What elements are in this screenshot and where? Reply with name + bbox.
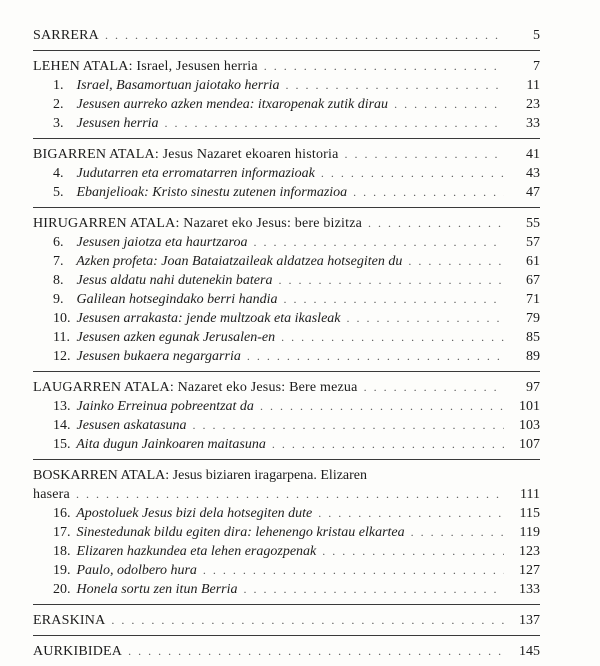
- toc-item[interactable]: [33, 114, 540, 133]
- item-title: Aita dugun Jainkoaren maitasuna: [76, 437, 266, 452]
- page-number: 119: [519, 525, 540, 540]
- toc-item[interactable]: [33, 347, 540, 366]
- item-number: 9.: [53, 292, 64, 307]
- toc-item[interactable]: [33, 95, 540, 114]
- item-number: 20.: [53, 582, 71, 597]
- item-number: 18.: [53, 544, 71, 559]
- page-number: 97: [526, 380, 540, 395]
- item-number: 3.: [53, 116, 64, 131]
- toc-heading[interactable]: [33, 26, 540, 45]
- item-number: 14.: [53, 418, 71, 433]
- toc-item[interactable]: [33, 561, 540, 580]
- item-title: Honela sortu zen itun Berria: [76, 582, 238, 597]
- leader-dots: [253, 233, 504, 252]
- item-number: 4.: [53, 166, 64, 181]
- page-number: 67: [526, 273, 540, 288]
- page-number: 7: [533, 59, 540, 74]
- page-number: 55: [526, 216, 540, 231]
- item-title: Jesusen aurreko azken mendea: itxaropenak zutik dirau: [76, 97, 389, 112]
- item-number: 12.: [53, 349, 71, 364]
- leader-dots: [260, 397, 504, 416]
- page-number: 41: [526, 147, 540, 162]
- page-number: 47: [526, 185, 540, 200]
- item-title: Jesusen jaiotza eta haurtzaroa: [76, 235, 248, 250]
- toc-item[interactable]: [33, 542, 540, 561]
- item-number: 15.: [53, 437, 71, 452]
- item-number: 6.: [53, 235, 64, 250]
- leader-dots: [264, 57, 504, 76]
- item-number: 1.: [53, 78, 64, 93]
- item-title: Jesusen herria: [76, 116, 159, 131]
- toc-item[interactable]: [33, 328, 540, 347]
- item-number: 19.: [53, 563, 71, 578]
- leader-dots: [318, 504, 504, 523]
- item-number: 17.: [53, 525, 71, 540]
- leader-dots: [111, 611, 504, 630]
- toc-heading[interactable]: [33, 378, 540, 397]
- item-title: Elizaren hazkundea eta lehen eragozpenak: [76, 544, 317, 559]
- page-number: 123: [519, 544, 540, 559]
- page-number: 61: [526, 254, 540, 269]
- item-number: 8.: [53, 273, 64, 288]
- heading-title: HIRUGARREN ATALA: Nazaret eko Jesus: bere bizitza: [33, 216, 363, 231]
- leader-dots: [394, 95, 504, 114]
- leader-dots: [247, 347, 504, 366]
- leader-dots: [322, 542, 504, 561]
- toc-item[interactable]: [33, 416, 540, 435]
- leader-dots: [408, 252, 504, 271]
- heading-title: BOSKARREN ATALA: Jesus biziaren iragarpena. Elizaren: [33, 468, 368, 483]
- leader-dots: [128, 642, 504, 661]
- toc-section-eraskina: [33, 605, 540, 636]
- leader-dots: [345, 145, 504, 164]
- toc-item[interactable]: [33, 183, 540, 202]
- page-number: 107: [519, 437, 540, 452]
- leader-dots: [203, 561, 504, 580]
- page-number: 43: [526, 166, 540, 181]
- leader-dots: [368, 214, 504, 233]
- item-title: Jesus aldatu nahi dutenekin batera: [76, 273, 273, 288]
- toc-section-5: [33, 460, 540, 605]
- leader-dots: [244, 580, 505, 599]
- toc-section-4: [33, 372, 540, 460]
- toc-item[interactable]: [33, 290, 540, 309]
- toc-item[interactable]: [33, 252, 540, 271]
- leader-dots: [281, 328, 504, 347]
- toc-heading-wrap[interactable]: [33, 466, 540, 485]
- leader-dots: [364, 378, 504, 397]
- page-number: 101: [519, 399, 540, 414]
- toc-item[interactable]: [33, 435, 540, 454]
- toc-item[interactable]: [33, 233, 540, 252]
- toc-item[interactable]: [33, 309, 540, 328]
- toc-item[interactable]: [33, 164, 540, 183]
- item-title: Sinestedunak bildu egiten dira: lehenengo kristau elkartea: [76, 525, 405, 540]
- toc-section-aurkibidea: [33, 636, 540, 666]
- item-title: Galilean hotsegindako berri handia: [76, 292, 278, 307]
- page-number: 5: [533, 28, 540, 43]
- page-number: 79: [526, 311, 540, 326]
- toc-section-1: [33, 51, 540, 139]
- item-title: Jesusen askatasuna: [76, 418, 187, 433]
- item-title: Israel, Basamortuan jaiotako herria: [76, 78, 280, 93]
- toc-item[interactable]: [33, 76, 540, 95]
- item-number: 5.: [53, 185, 64, 200]
- item-number: 16.: [53, 506, 71, 521]
- toc-item[interactable]: [33, 271, 540, 290]
- toc-heading[interactable]: [33, 145, 540, 164]
- page-number: 137: [519, 613, 540, 628]
- heading-title-cont: hasera: [33, 487, 70, 502]
- page-number: 57: [526, 235, 540, 250]
- page-number: 111: [520, 487, 540, 502]
- toc-item[interactable]: [33, 523, 540, 542]
- heading-title: AURKIBIDEA: [33, 644, 123, 659]
- item-number: 10.: [53, 311, 71, 326]
- item-title: Jainko Erreinua pobreentzat da: [76, 399, 254, 414]
- heading-title: LEHEN ATALA: Israel, Jesusen herria: [33, 59, 258, 74]
- page-number: 23: [526, 97, 540, 112]
- page-number: 115: [519, 506, 540, 521]
- toc-heading[interactable]: [33, 57, 540, 76]
- toc-heading[interactable]: [33, 642, 540, 661]
- leader-dots: [284, 290, 504, 309]
- leader-dots: [165, 114, 504, 133]
- page-number: 103: [519, 418, 540, 433]
- toc-item[interactable]: [33, 504, 540, 523]
- item-title: Judutarren eta erromatarren informazioak: [76, 166, 315, 181]
- leader-dots: [76, 485, 504, 504]
- table-of-contents: [33, 24, 540, 666]
- page-number: 89: [526, 349, 540, 364]
- leader-dots: [321, 164, 504, 183]
- leader-dots: [286, 76, 505, 95]
- toc-item[interactable]: [33, 580, 540, 599]
- item-number: 13.: [53, 399, 71, 414]
- page-number: 145: [519, 644, 540, 659]
- heading-title: ERASKINA: [33, 613, 106, 628]
- leader-dots: [411, 523, 504, 542]
- item-title: Jesusen arrakasta: jende multzoak eta ikasleak: [76, 311, 341, 326]
- page-number: 71: [526, 292, 540, 307]
- item-title: Jesusen azken egunak Jerusalen-en: [76, 330, 276, 345]
- heading-title: BIGARREN ATALA: Jesus Nazaret ekoaren historia: [33, 147, 339, 162]
- toc-section-sarrera: [33, 24, 540, 51]
- item-number: 7.: [53, 254, 64, 269]
- page-number: 33: [526, 116, 540, 131]
- toc-heading[interactable]: [33, 611, 540, 630]
- page-number: 133: [519, 582, 540, 597]
- leader-dots: [105, 26, 504, 45]
- item-number: 11.: [53, 330, 70, 345]
- toc-heading[interactable]: [33, 214, 540, 233]
- page-number: 85: [526, 330, 540, 345]
- leader-dots: [272, 435, 504, 454]
- page-number: 11: [526, 78, 540, 93]
- item-title: Ebanjelioak: Kristo sinestu zutenen informazioa: [76, 185, 348, 200]
- leader-dots: [347, 309, 505, 328]
- toc-section-2: [33, 139, 540, 208]
- toc-heading-cont[interactable]: [33, 485, 540, 504]
- page-number: 127: [519, 563, 540, 578]
- heading-title: LAUGARREN ATALA: Nazaret eko Jesus: Bere mezua: [33, 380, 358, 395]
- leader-dots: [353, 183, 504, 202]
- toc-item[interactable]: [33, 397, 540, 416]
- item-number: 2.: [53, 97, 64, 112]
- toc-section-3: [33, 208, 540, 372]
- item-title: Paulo, odolbero hura: [76, 563, 197, 578]
- heading-title: SARRERA: [33, 28, 99, 43]
- leader-dots: [193, 416, 504, 435]
- item-title: Apostoluek Jesus bizi dela hotsegiten dute: [76, 506, 313, 521]
- item-title: Azken profeta: Joan Bataiatzaileak aldatzea hotsegiten du: [76, 254, 403, 269]
- item-title: Jesusen bukaera negargarria: [76, 349, 241, 364]
- leader-dots: [278, 271, 504, 290]
